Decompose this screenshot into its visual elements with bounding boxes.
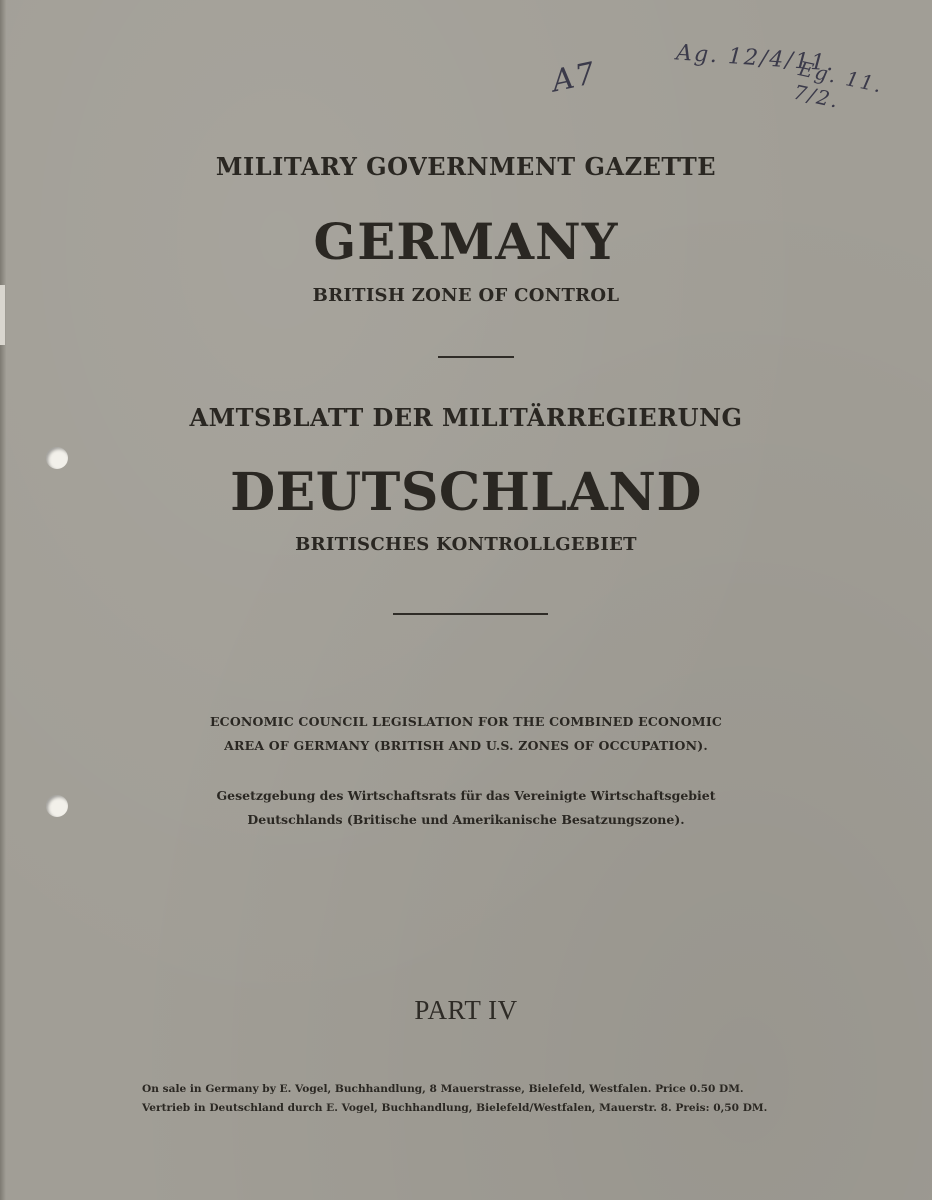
description-german — [0, 784, 932, 832]
description-english-line-2: AREA OF GERMANY (BRITISH AND U.S. ZONES OF OCCUPATION). — [224, 738, 708, 753]
description-english — [0, 710, 932, 758]
divider-short — [438, 356, 514, 358]
gazette-title-english: MILITARY GOVERNMENT GAZETTE — [215, 152, 717, 181]
part-number: PART IV — [414, 995, 518, 1025]
description-german-line-1: Gesetzgebung des Wirtschaftsrats für das Vereinigte Wirtschaftsgebiet — [216, 788, 716, 803]
sale-line-english: On sale in Germany by E. Vogel, Buchhandlung, 8 Mauerstrasse, Bielefeld, Westfalen. Price 0.50 DM. — [142, 1083, 744, 1095]
country-title-german: DEUTSCHLAND — [230, 462, 702, 523]
country-title-english: GERMANY — [313, 212, 619, 271]
zone-subtitle-english: BRITISH ZONE OF CONTROL — [312, 285, 620, 306]
divider-long — [393, 613, 548, 615]
handwritten-note-2: Ag. 12/4/11. — [675, 40, 837, 77]
zone-subtitle-german: BRITISCHES KONTROLLGEBIET — [295, 534, 637, 555]
description-german-line-2: Deutschlands (Britische und Amerikanische Besatzungszone). — [247, 812, 685, 827]
sale-information — [142, 1080, 822, 1118]
handwritten-note-1: A7 — [548, 55, 600, 100]
handwritten-note-3: Eg. 11. 7/2. — [791, 56, 886, 113]
sale-line-german: Vertrieb in Deutschland durch E. Vogel, Buchhandlung, Bielefeld/Westfalen, Mauerstr. 8. Preis: 0,50 DM. — [142, 1102, 768, 1114]
description-english-line-1: ECONOMIC COUNCIL LEGISLATION FOR THE COMBINED ECONOMIC — [209, 714, 723, 729]
gazette-title-german: AMTSBLATT DER MILITÄRREGIERUNG — [189, 403, 743, 432]
